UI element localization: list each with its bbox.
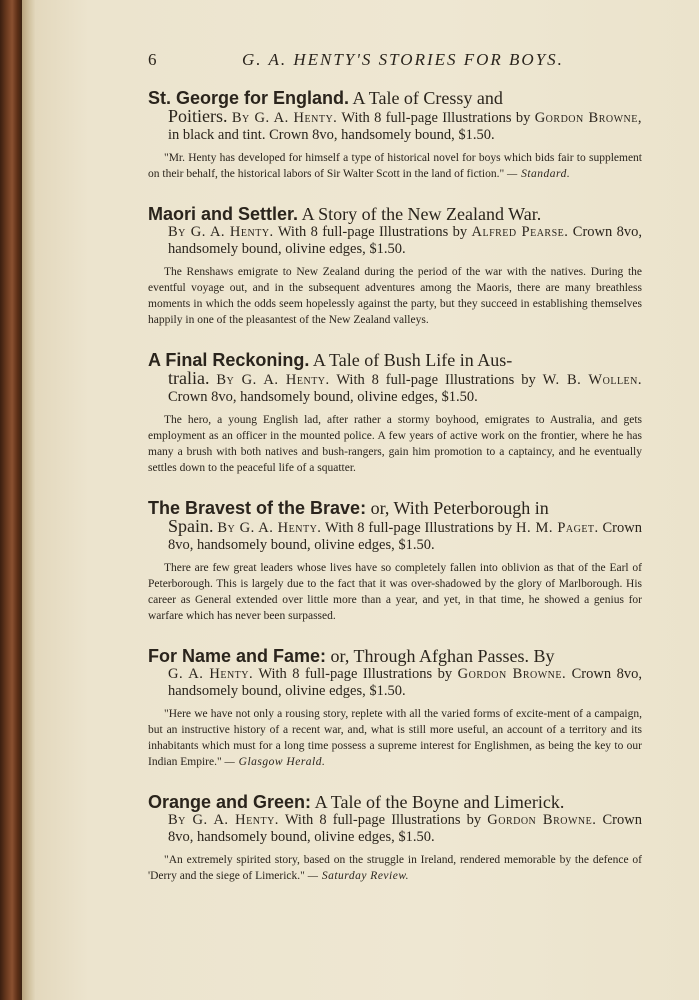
book-title: The Bravest of the Brave: xyxy=(148,498,367,518)
book-review xyxy=(148,852,642,884)
illustrator-name: Gordon Browne, xyxy=(534,110,642,126)
book-entry xyxy=(148,498,642,624)
illustrator-name: H. M. Paget. xyxy=(516,520,599,536)
illustration-note: With 8 full-page Illustrations by xyxy=(336,372,536,388)
book-entry xyxy=(148,204,642,328)
entry-heading xyxy=(148,350,642,406)
entry-heading xyxy=(148,792,642,846)
book-title: Maori and Settler. xyxy=(148,204,299,224)
review-source: — Glasgow Herald. xyxy=(224,756,326,768)
page-header xyxy=(148,50,648,70)
book-subtitle: or, Through Afghan Passes. By xyxy=(330,646,555,666)
binding-price: Crown 8vo, handsomely bound, olivine edges, $1.50. xyxy=(168,666,642,699)
illustration-note: With 8 full-page Illustrations by xyxy=(341,110,531,126)
book-subtitle: or, With Peterborough in xyxy=(370,498,549,518)
review-text: "Here we have not only a rousing story, replete with all the varied forms of excite-ment of a campaign, but an instructive history of a recent war, and, what is still more useful, an account of a territory and its inhabitants which must for a long time possess a supreme interest for Englishmen, as being the key to our Indian Empire." xyxy=(148,708,642,768)
book-author: By G. A. Henty. xyxy=(168,812,279,828)
illustration-note: With 8 full-page Illustrations by xyxy=(277,224,468,240)
book-details xyxy=(148,108,642,144)
subtitle-continued: tralia. xyxy=(168,368,210,388)
book-subtitle: A Tale of Cressy and xyxy=(352,88,503,108)
page-gutter xyxy=(22,0,36,1000)
running-title: G. A. HENTY'S STORIES FOR BOYS. xyxy=(242,50,564,69)
review-text: "Mr. Henty has developed for himself a type of historical novel for boys which bids fair to supplement on their behalf, the historical labors of Sir Walter Scott in the land of fiction." xyxy=(148,152,642,180)
description-text: There are few great leaders whose lives have so completely fallen into oblivion as that of the Earl of Peterborough. This is largely due to the fact that it was over-shadowed by the glory of Marlborough. His career as General extended over little more than a year, and yet, in that time, he showed a genius for warfare which has never been surpassed. xyxy=(148,562,642,622)
book-entry xyxy=(148,88,642,182)
book-title: St. George for England. xyxy=(148,88,350,108)
book-title: A Final Reckoning. xyxy=(148,350,310,370)
book-title: For Name and Fame: xyxy=(148,646,327,666)
book-details xyxy=(148,812,642,846)
book-description xyxy=(148,412,642,476)
book-review xyxy=(148,706,642,770)
entry-heading xyxy=(148,204,642,258)
book-subtitle: A Tale of Bush Life in Aus- xyxy=(312,350,513,370)
book-review xyxy=(148,150,642,182)
entry-heading xyxy=(148,88,642,144)
page-number: 6 xyxy=(148,50,157,69)
book-author: By G. A. Henty. xyxy=(216,372,330,388)
binding-price: in black and tint. Crown 8vo, handsomely bound, $1.50. xyxy=(168,127,495,143)
illustrator-name: Gordon Browne. xyxy=(457,666,567,682)
book-title: Orange and Green: xyxy=(148,792,312,812)
book-entry xyxy=(148,646,642,770)
book-description xyxy=(148,264,642,328)
book-author: By G. A. Henty. xyxy=(231,110,338,126)
subtitle-continued: Spain. xyxy=(168,516,214,536)
review-source: — Saturday Review. xyxy=(307,870,410,882)
book-entry xyxy=(148,792,642,884)
book-entry xyxy=(148,350,642,476)
book-spine xyxy=(0,0,22,1000)
binding-price: Crown 8vo, handsomely bound, olivine edges, $1.50. xyxy=(168,224,643,257)
illustrator-name: Alfred Pearse. xyxy=(471,224,569,240)
book-details xyxy=(148,370,642,406)
book-author: By G. A. Henty. xyxy=(168,224,274,240)
entry-heading xyxy=(148,646,642,700)
entry-heading xyxy=(148,498,642,554)
book-details xyxy=(148,518,642,554)
catalog-listing xyxy=(148,88,642,906)
book-details xyxy=(148,224,642,258)
binding-price: Crown 8vo, handsomely bound, olivine edges, $1.50. xyxy=(168,520,642,553)
review-source: — Standard. xyxy=(507,168,571,180)
review-text: "An extremely spirited story, based on the struggle in Ireland, rendered memorable by the defence of 'Derry and the siege of Limerick." xyxy=(148,854,642,882)
illustration-note: With 8 full-page Illustrations by xyxy=(284,812,482,828)
illustrator-name: Gordon Browne. xyxy=(487,812,597,828)
book-subtitle: A Tale of the Boyne and Limerick. xyxy=(314,792,565,812)
subtitle-continued: Poitiers. xyxy=(168,106,228,126)
binding-price: Crown 8vo, handsomely bound, olivine edges, $1.50. xyxy=(168,389,478,405)
binding-price: Crown 8vo, handsomely bound, olivine edges, $1.50. xyxy=(168,812,642,845)
illustration-note: With 8 full-page Illustrations by xyxy=(325,520,513,536)
book-author: By G. A. Henty. xyxy=(217,520,322,536)
book-details xyxy=(148,666,642,700)
book-subtitle: A Story of the New Zealand War. xyxy=(301,204,542,224)
description-text: The hero, a young English lad, after rather a stormy boyhood, emigrates to Australia, and gets employment as an officer in the mounted police. A few years of active work on the frontier, where he has many a brush with both natives and bush-rangers, gain him promotion to a captaincy, and he eventually settles down to the peaceful life of a squatter. xyxy=(148,414,642,474)
book-description xyxy=(148,560,642,624)
description-text: The Renshaws emigrate to New Zealand during the period of the war with the natives. During the eventful voyage out, and in the subsequent adventures among the Maoris, there are many breathless moments in which the odds seem hopelessly against the party, but they succeed in establishing themselves happily in one of the pleasantest of the New Zealand valleys. xyxy=(148,266,642,326)
illustrator-name: W. B. Wollen. xyxy=(542,372,643,388)
illustration-note: With 8 full-page Illustrations by xyxy=(258,666,453,682)
book-author: G. A. Henty. xyxy=(168,666,254,682)
